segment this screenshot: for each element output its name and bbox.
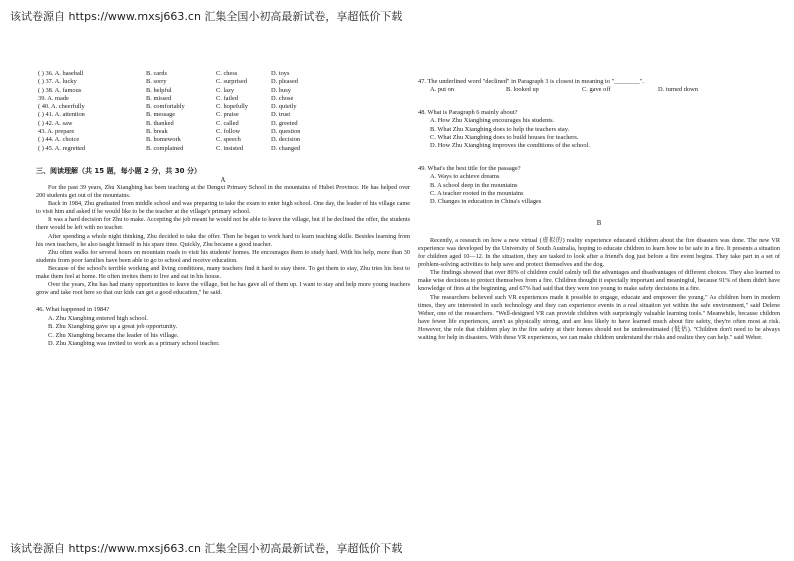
question-49-title: 49. What's the best title for the passage?: [418, 164, 521, 172]
passage-b-letter: B: [596, 219, 602, 227]
question-47-option-b: B. looked up: [506, 86, 539, 94]
cloze-option: ( 40. A. cheerfully: [38, 103, 85, 111]
cloze-option: B. cards: [146, 70, 167, 77]
cloze-option: B. complained: [146, 144, 184, 152]
question-48-option-a: A. How Zhu Xiangbing encourages his students.: [430, 117, 555, 125]
passage-a-body: [36, 184, 410, 297]
question-47: [418, 78, 780, 95]
cloze-option: D. question: [271, 128, 301, 136]
passage-a-letter: A: [220, 176, 226, 184]
cloze-row: [36, 103, 410, 111]
cloze-option: D. toys: [271, 70, 290, 77]
cloze-option: D. busy: [271, 86, 291, 94]
question-48: [418, 109, 780, 151]
passage-a-paragraph: Over the years, Zhu has had many opportunities to leave the village, but he has gave all of them up. I want to stay and help more young teachers grow and take root here so that our kids can get a good education," he said.: [36, 281, 410, 297]
cloze-option: D. greeted: [271, 119, 298, 127]
passage-b-paragraph: The findings showed that over 80% of children could calmly tell the advantages and disadvantages of different choices. They also learned to make wise decisions to protect themselves from a fire. Children thought it especially important and meaningful, because 91% of them didn't have knowledge of fires at the beginning, and 67% had said that they were too young to make safety decisions in a fire.: [418, 269, 780, 293]
header-banner: 该试卷源自 https://www.mxsj663.cn 汇集全国小初高最新试卷，享超低价下载: [10, 10, 403, 23]
cloze-option: ( ) 38. A. famous: [38, 86, 82, 94]
passage-a-paragraph: After spending a whole night thinking, Zhu decided to take the offer. Then he began to work hard to learn teaching skills. Besides learning from his own teachers, he also taught himself in his spare time. Quickly, Zhu became a good teacher.: [36, 232, 410, 248]
cloze-option: B. missed: [146, 94, 172, 102]
cloze-options-table: [36, 70, 410, 153]
question-46-option-a: A. Zhu Xiangbing entered high school.: [48, 314, 148, 322]
cloze-option: D. trust: [271, 111, 291, 119]
passage-a-paragraph: Back in 1984, Zhu graduated from middle school and was preparing to take the exam to enter high school. One day, the leader of his village came to visit him and asked if he would like to be the teacher at the village's primary school.: [36, 200, 410, 216]
passage-a-paragraph: It was a hard decision for Zhu to make. Accepting the job meant he would not be able to leave the village, but if he declined the offer, the students there would be left with no teacher.: [36, 216, 410, 232]
cloze-row: [36, 145, 410, 153]
question-46-option-c: C. Zhu Xiangbing became the leader of his village.: [48, 331, 179, 339]
cloze-option: D. decision: [271, 136, 301, 144]
question-49: [418, 165, 780, 207]
cloze-row: [36, 136, 410, 144]
cloze-option: B. helpful: [146, 86, 172, 94]
question-48-option-d: D. How Zhu Xiangbing improves the conditions of the school.: [430, 142, 590, 150]
cloze-row: [36, 70, 410, 78]
passage-a-paragraph: For the past 39 years, Zhu Xiangbing has been teaching at the Dengxi Primary School in the mountains of Hubei Province. He has helped over 200 students get out of the mountains.: [36, 183, 410, 200]
cloze-row: [36, 78, 410, 86]
question-47-title: 47. The underlined word "declined" in Paragraph 3 is closest in meaning to "________".: [418, 78, 644, 85]
passage-a-paragraph: Zhu often walks for several hours on mountain roads to visit his students' homes. He encourages them to study hard. With his help, more than 30 students from poor families have been able to go to school and receive education.: [36, 248, 410, 264]
passage-a-paragraph: Because of the school's terrible working and living conditions, many teachers find it hard to stay there. To get them to stay, Zhu tries his best to make them feel at home. He often invites them to live and eat in his house.: [36, 264, 410, 280]
passage-b-body: [418, 237, 780, 342]
left-column: [36, 70, 410, 348]
cloze-row: [36, 120, 410, 128]
cloze-option: 39. A. made: [38, 94, 69, 102]
footer-banner: 该试卷源自 https://www.mxsj663.cn 汇集全国小初高最新试卷，享超低价下载: [10, 542, 403, 555]
question-46-option-b: B. Zhu Xiangbing gave up a great job opportunity.: [48, 323, 178, 331]
cloze-row: [36, 87, 410, 95]
cloze-option: ( ) 37. A. lucky: [38, 78, 77, 86]
question-49-option-a: A. Ways to achieve dreams: [430, 173, 500, 181]
cloze-option: 43. A. prepare: [38, 128, 75, 136]
question-48-title: 48. What is Paragraph 6 mainly about?: [418, 108, 518, 116]
cloze-option: C. chess: [216, 70, 238, 77]
passage-b-paragraph: The researchers believed such VR experiences made it possible to engage, educate and empower the young." As children born in modern times, they are interested in such technology and they can experience events in a real situation yet within the safe environment," said Delene Weber, one of the researchers. "Well-designed VR can provide children with surprisingly valuable learning tools." Meanwhile, because children have fewer life experiences, aren't as physically strong, and are less likely to have learned much about fire safety, they're often most at risk. However, the role that children play in the fire safety at their homes should not be underestimated (低估). "Children don't need to be always waiting for help in disasters. With these VR experiences, we can make children understand the risks and realize they can help." said Weber.: [418, 293, 780, 341]
question-47-option-a: A. put on: [430, 86, 454, 94]
cloze-option: C. hopefully: [216, 103, 248, 111]
question-46-title: 46. What happened in 1984?: [36, 306, 110, 314]
cloze-option: D. pleased: [271, 78, 298, 86]
cloze-row: [36, 128, 410, 136]
cloze-option: B. break: [146, 128, 168, 136]
question-46-option-d: D. Zhu Xiangbing was invited to work as a primary school teacher.: [48, 339, 220, 347]
question-47-option-d: D. turned down: [658, 86, 698, 94]
cloze-option: ( ) 45. A. regretted: [38, 144, 86, 152]
cloze-option: C. lazy: [216, 86, 235, 94]
cloze-option: D. quietly: [271, 103, 297, 111]
cloze-option: B. sorry: [146, 78, 167, 86]
cloze-option: C. surprised: [216, 78, 247, 86]
cloze-option: B. message: [146, 111, 176, 119]
cloze-row: [36, 111, 410, 119]
cloze-option: B. homework: [146, 136, 181, 144]
question-48-option-b: B. What Zhu Xiangbing does to help the teachers stay.: [430, 125, 570, 133]
cloze-option: B. comfortably: [146, 103, 185, 111]
cloze-option: C. failed: [216, 94, 239, 102]
passage-b-paragraph: Recently, a research on how a new virtual (虚拟的) reality experience educated children about the fire disasters was done. The new VR experience was developed by the University of South Australia, hoping to educate children to learn how to be safe in a fire. It presents a situation for children aged 10—12. In the situation, they are tasked to look after a friend's dog just before a fire event begins. They take part in a set of problem-solving activities to help save and protect themselves and the dog.: [418, 236, 780, 269]
cloze-option: C. insisted: [216, 144, 243, 152]
right-column: [418, 78, 780, 342]
question-47-option-c: C. gave off: [582, 86, 611, 94]
cloze-option: ( ) 44. A. choice: [38, 136, 80, 144]
question-46: [36, 306, 410, 348]
cloze-option: D. chose: [271, 94, 294, 102]
cloze-option: ( ) 41. A. attention: [38, 111, 85, 119]
cloze-option: ( ) 36. A. baseball: [38, 70, 84, 77]
cloze-option: C. speech: [216, 136, 241, 144]
section-title: 三、阅读理解（共 15 题，每小题 2 分，共 30 分）: [36, 166, 201, 175]
cloze-option: C. called: [216, 119, 239, 127]
question-49-option-d: D. Changes in education in China's villages: [430, 198, 542, 206]
cloze-option: B. thanked: [146, 119, 174, 127]
cloze-row: [36, 95, 410, 103]
cloze-option: ( ) 42. A. saw: [38, 119, 73, 127]
question-48-option-c: C. What Zhu Xiangbing does to build houses for teachers.: [430, 134, 579, 142]
cloze-option: D. changed: [271, 144, 301, 152]
question-49-option-b: B. A school deep in the mountains: [430, 181, 518, 189]
cloze-option: C. follow: [216, 128, 241, 136]
question-49-option-c: C. A teacher rooted in the mountains: [430, 190, 524, 198]
cloze-option: C. praise: [216, 111, 239, 119]
